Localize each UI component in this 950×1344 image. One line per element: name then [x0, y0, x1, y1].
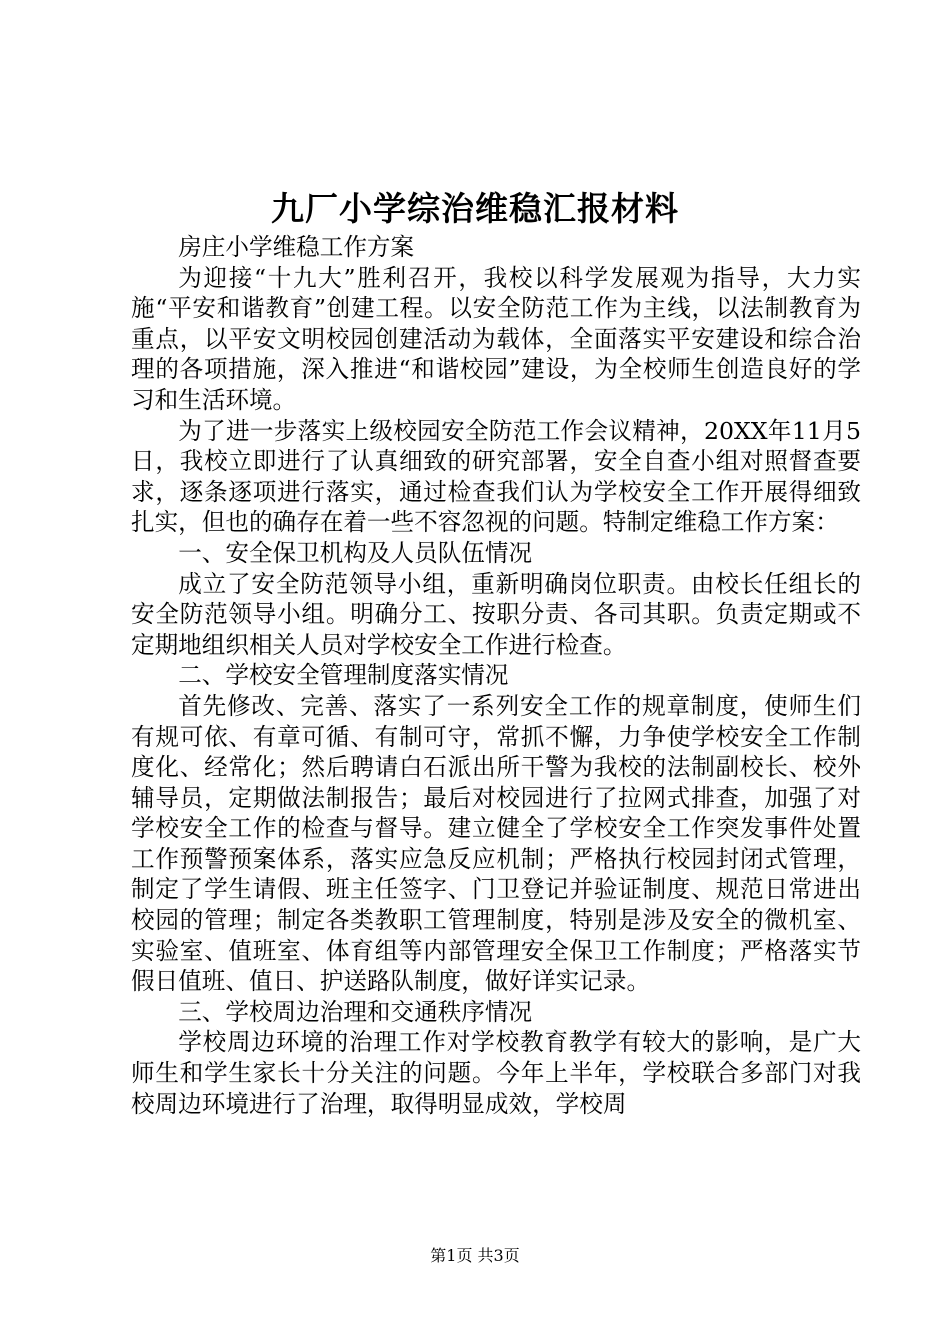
paragraph-subtitle: 房庄小学维稳工作方案	[178, 233, 415, 261]
page-footer: 第1页 共3页	[430, 1246, 520, 1265]
paragraph-section-2: 首先修改、完善、落实了一系列安全工作的规章制度，使师生们有规可依、有章可循、有制可守，常抓不懈，力争使学校安全工作制度化、经常化；然后聘请白石派出所干警为我校的法制副校长、校外辅导员，定期做法制报告；最后对校园进行了拉网式排查，加强了对学校安全工作的检查与督导。建立健全了学校安全工作突发事件处置工作预警预案体系，落实应急反应机制；严格执行校园封闭式管理，制定了学生请假、班主任签字、门卫登记并验证制度、规范日常进出校园的管理；制定各类教职工管理制度，特别是涉及安全的微机室、实验室、值班室、体育组等内部管理安全保卫工作制度；严格落实节假日值班、值日、护送路队制度，做好详实记录。	[131, 691, 861, 996]
document-body	[131, 232, 861, 1119]
paragraph-section-1: 成立了安全防范领导小组，重新明确岗位职责。由校长任组长的安全防范领导小组。明确分工、按职分责、各司其职。负责定期或不定期地组织相关人员对学校安全工作进行检查。	[131, 569, 861, 659]
paragraph-section-3: 学校周边环境的治理工作对学校教育教学有较大的影响，是广大师生和学生家长十分关注的问题。今年上半年，学校联合多部门对我校周边环境进行了治理，取得明显成效，学校周	[131, 1028, 861, 1118]
paragraph-intro: 为迎接“十九大”胜利召开，我校以科学发展观为指导，大力实施“平安和谐教育”创建工程。以安全防范工作为主线，以法制教育为重点，以平安文明校园创建活动为载体，全面落实平安建设和综合治理的各项措施，深入推进“和谐校园”建设，为全校师生创造良好的学习和生活环境。	[131, 263, 861, 414]
section-heading-3: 三、学校周边治理和交通秩序情况	[178, 997, 533, 1026]
section-heading-1: 一、安全保卫机构及人员队伍情况	[178, 538, 533, 567]
section-heading-2: 二、学校安全管理制度落实情况	[178, 661, 509, 690]
document-title: 九厂小学综治维稳汇报材料	[271, 189, 679, 228]
paragraph-background: 为了进一步落实上级校园安全防范工作会议精神，20XX年11月5日，我校立即进行了认真细致的研究部署，安全自查小组对照督查要求，逐条逐项进行落实，通过检查我们认为学校安全工作开展得细致扎实，但也的确存在着一些不容忽视的问题。特制定维稳工作方案：	[131, 416, 861, 537]
